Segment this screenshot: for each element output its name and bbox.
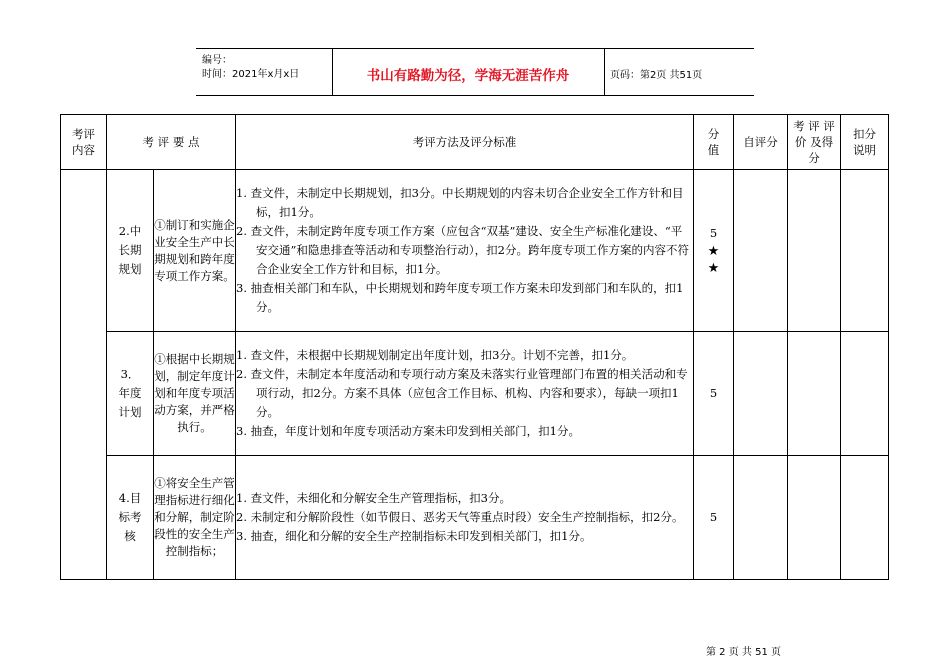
header-method: 考评方法及评分标准: [236, 115, 694, 170]
star-icon: ★: [707, 261, 720, 276]
evaluation-cell[interactable]: [788, 332, 841, 456]
project-name: 2.中长期规划: [118, 224, 142, 276]
method-cell: [236, 170, 694, 332]
table-header-row: [61, 115, 889, 170]
score-cell: [694, 332, 734, 456]
score-cell: [694, 456, 734, 580]
header-divider: [604, 48, 605, 96]
header-points: 考 评 要 点: [107, 115, 236, 170]
document-code: 编号：: [202, 55, 232, 66]
header-motto: 书山有路勤为径，学海无涯苦作舟: [366, 68, 570, 84]
method-item: 3. 抽查相关部门和车队，中长期规划和跨年度专项工作方案未印发到部门和车队的，扣1分。: [236, 281, 684, 314]
evaluation-cell[interactable]: [788, 170, 841, 332]
header-bottom-rule: [196, 95, 754, 96]
evaluation-cell[interactable]: [788, 456, 841, 580]
table-row: [61, 456, 889, 580]
header-page-number: 页码：第2页 共51页: [610, 70, 703, 81]
point-cell: [154, 170, 236, 332]
self-score-cell[interactable]: [734, 332, 788, 456]
header-divider: [332, 48, 333, 96]
point-text: ①将安全生产管理指标进行细化和分解，制定阶段性的安全生产控制指标；: [154, 476, 235, 558]
project-name: 4.目标考核: [118, 491, 142, 543]
method-cell: [236, 456, 694, 580]
method-item: 1. 查文件，未制定中长期规划，扣3分。中长期规划的内容未切合企业安全工作方针和目标，扣1分。: [236, 186, 684, 219]
point-text: ①根据中长期规划，制定年度计划和年度专项活动方案，并严格执行。: [154, 352, 235, 434]
method-item: 1. 查文件，未根据中长期规划制定出年度计划，扣3分。计划不完善，扣1分。: [236, 348, 634, 362]
header-top-rule: [196, 48, 754, 49]
method-item: 3. 抽查，年度计划和年度专项活动方案未印发到相关部门，扣1分。: [236, 424, 580, 438]
star-icon: ★: [707, 244, 720, 259]
project-cell: [107, 332, 154, 456]
header-evaluation: 考 评 评 价 及得分: [788, 115, 841, 170]
table-row: [61, 332, 889, 456]
score-cell: [694, 170, 734, 332]
project-cell: [107, 456, 154, 580]
project-name: 3．年度计划: [118, 367, 142, 419]
header-score: 分值: [694, 115, 734, 170]
method-item: 2. 查文件，未制定跨年度专项工作方案（应包含“双基”建设、安全生产标准化建设、“平安交通”和隐患排查等活动和专项整治行动），扣2分。跨年度专项工作方案的内容不符合企业安全工作方针和目标，扣1分。: [236, 224, 689, 276]
score-value: 5: [709, 226, 718, 240]
page-footer: 第 2 页 共 51 页: [706, 647, 781, 658]
method-item: 3. 抽查，细化和分解的安全生产控制指标未印发到相关部门，扣1分。: [236, 529, 592, 543]
deduction-cell[interactable]: [841, 456, 889, 580]
self-score-cell[interactable]: [734, 456, 788, 580]
method-item: 2. 查文件，未制定本年度活动和专项行动方案及未落实行业管理部门布置的相关活动和专项行动，扣2分。方案不具体（应包含工作目标、机构、内容和要求），每缺一项扣1分。: [236, 367, 688, 419]
table-row: [61, 170, 889, 332]
score-value: 5: [709, 386, 718, 400]
method-item: 2. 未制定和分解阶段性（如节假日、恶劣天气等重点时段）安全生产控制指标，扣2分。: [236, 510, 684, 524]
header-deduction: 扣分说明: [841, 115, 889, 170]
page-header: [196, 48, 754, 96]
point-cell: [154, 456, 236, 580]
score-value: 5: [709, 510, 718, 524]
method-cell: [236, 332, 694, 456]
point-cell: [154, 332, 236, 456]
project-cell: [107, 170, 154, 332]
content-cell: [61, 170, 107, 580]
method-item: 1. 查文件，未细化和分解安全生产管理指标，扣3分。: [236, 491, 511, 505]
self-score-cell[interactable]: [734, 170, 788, 332]
deduction-cell[interactable]: [841, 170, 889, 332]
point-text: ①制订和实施企业安全生产中长期规划和跨年度专项工作方案。: [154, 217, 235, 283]
document-time: 时间：2021年x月x日: [202, 69, 300, 80]
header-self-score: 自评分: [734, 115, 788, 170]
header-content: 考评内容: [61, 115, 107, 170]
deduction-cell[interactable]: [841, 332, 889, 456]
evaluation-table: [60, 114, 889, 580]
